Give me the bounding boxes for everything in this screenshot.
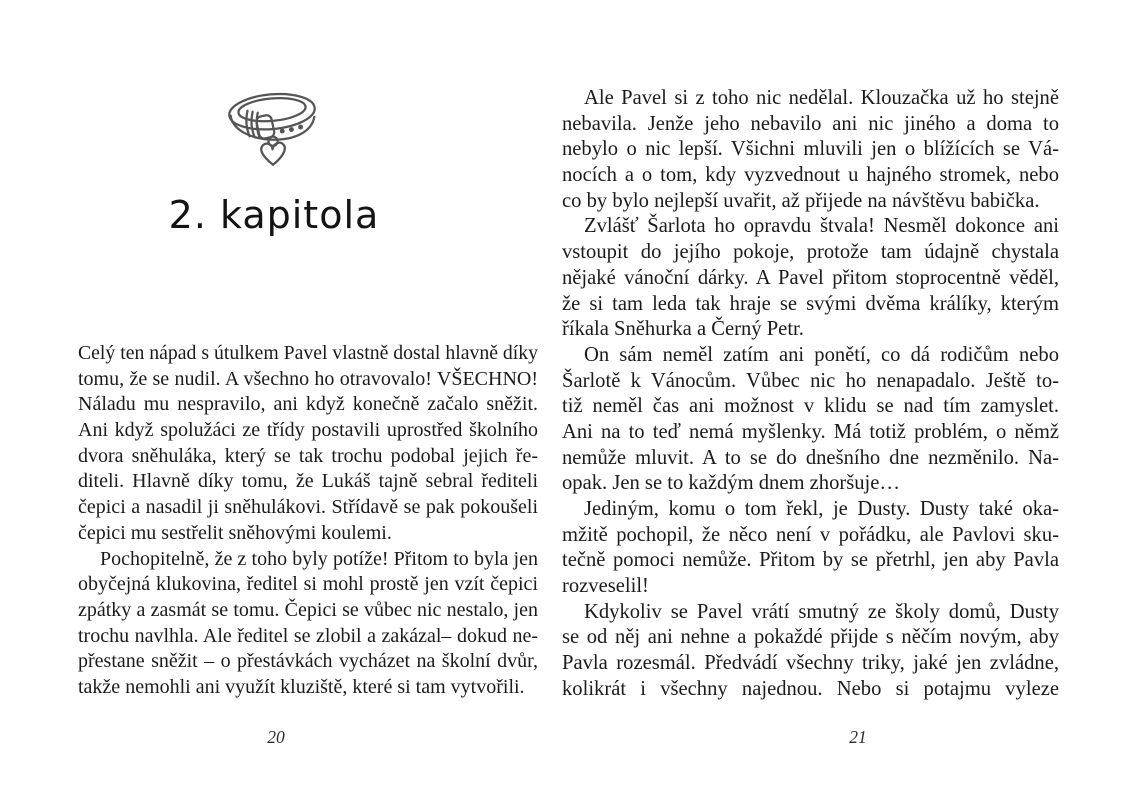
text-line: obyčejná klukovina, ředitel si mohl prostě jen vzít čepici — [78, 573, 538, 596]
heart-tag — [261, 143, 285, 165]
buckle-strap-line-2 — [252, 112, 255, 138]
text-line: Ale Pavel si z toho nic nedělal. Klouzačka už ho stejně — [584, 87, 1059, 109]
text-line: opak. Jen se to každým dnem zhoršuje… — [562, 472, 900, 495]
text-line: Celý ten nápad s útulkem Pavel vlastně dostal hlavně díky — [78, 342, 539, 364]
text-line: říkala Sněhurka a Černý Petr. — [562, 318, 804, 341]
page-number-left: 20 — [267, 727, 285, 747]
page-number-right: 21 — [849, 727, 867, 747]
text-line: dvora sněhuláka, který se tak trochu podobal jejich ře- — [78, 444, 538, 467]
text-line: kolikrát i všechny najednou. Nebo si potajmu vyleze — [562, 677, 1059, 700]
left-page-text-column — [78, 341, 538, 701]
buckle-strap-line-1 — [246, 111, 249, 136]
text-line: On sám neměl zatím ani ponětí, co dá rodičům nebo — [584, 343, 1059, 366]
text-line: se od něj ani nehne a pokaždé přijde s něčím novým, aby — [562, 626, 1059, 649]
text-line: Šarlotě k Vánocům. Vůbec nic ho nenapadalo. Ještě to- — [562, 369, 1059, 392]
text-line: Ani když spolužáci ze třídy postavili uprostřed školního — [78, 419, 538, 442]
dog-collar-illustration — [221, 86, 323, 168]
text-line: Náladu mu nespravilo, ani když konečně začalo sněžit. — [78, 393, 538, 416]
collar-hole-3 — [298, 125, 303, 130]
text-line: Pavla rozesmál. Předvádí všechny triky, jaké jen zvládne, — [562, 652, 1059, 675]
text-line: vstoupit do jejího pokoje, protože tam údajně chystala — [562, 241, 1059, 264]
text-line: Jediným, komu o tom řekl, je Dusty. Dusty také oka- — [584, 498, 1059, 520]
text-line: nocích a o tom, kdy vyzvednout u hajného stromek, nebo — [562, 164, 1059, 187]
text-line: čepici mu sestřelit sněhovými koulemi. — [78, 521, 392, 544]
text-line: nebavila. Jenže jeho nebavilo ani nic jiného a doma to — [562, 112, 1059, 135]
text-line: Zvlášť Šarlota ho opravdu štvala! Nesměl dokonce ani — [584, 215, 1059, 238]
text-line: Kdykoliv se Pavel vrátí smutný ze školy domů, Dusty — [584, 600, 1059, 623]
text-line: přestane sněžit – o přestávkách vycházet na školní dvůr, — [78, 650, 538, 673]
text-line: takže nemohli ani využít kluziště, které si tam vytvořili. — [78, 675, 525, 698]
collar-hole-2 — [289, 127, 294, 132]
collar-hole-1 — [280, 129, 285, 134]
text-line: Ani na to teď nemá myšlenky. Má totiž problém, o němž — [562, 420, 1059, 443]
right-page-text-column — [562, 86, 1059, 703]
chapter-heading: 2. kapitola — [168, 193, 380, 237]
text-line: čepici a nasadil ji sněhulákovi. Střídavě se pak pokoušeli — [78, 496, 538, 519]
text-line: trochu navlhla. Ale ředitel se zlobil a zakázal– dokud ne- — [78, 624, 538, 647]
text-line: tečně pomoci nemůže. Přitom by se přetrhl, jen aby Pavla — [562, 549, 1059, 572]
text-line: tiž neměl čas ani možnost v klidu se nad tím zamyslet. — [562, 395, 1059, 418]
text-line: co by bylo nejlepší uvařit, až přijede na návštěvu babička. — [562, 189, 1040, 212]
text-line: zpátky a zasmát se tomu. Čepici se vůbec nic nestalo, jen — [78, 598, 538, 621]
text-line: tomu, že se nudil. A všechno ho otravovalo! VŠECHNO! — [78, 367, 538, 390]
text-line: nemůže mluvit. A to se do dnešního dne nezměnilo. Na- — [562, 446, 1059, 469]
text-line: Pochopitelně, že z toho byly potíže! Přitom to byla jen — [100, 547, 538, 570]
text-line: že si tam leda tak hraje se svými dvěma králíky, kterým — [562, 292, 1059, 315]
text-line: rozveselil! — [562, 575, 649, 598]
text-line: nebylo o nic lepší. Všichni mluvili jen o blížících se Vá- — [562, 138, 1059, 161]
text-line: diteli. Hlavně díky tomu, že Lukáš tajně sebral řediteli — [78, 470, 538, 493]
text-line: mžitě pochopil, že něco není v pořádku, ale Pavlovi sku- — [562, 523, 1059, 546]
text-line: nějaké vánoční dárky. A Pavel přitom stoprocentně věděl, — [562, 266, 1059, 289]
